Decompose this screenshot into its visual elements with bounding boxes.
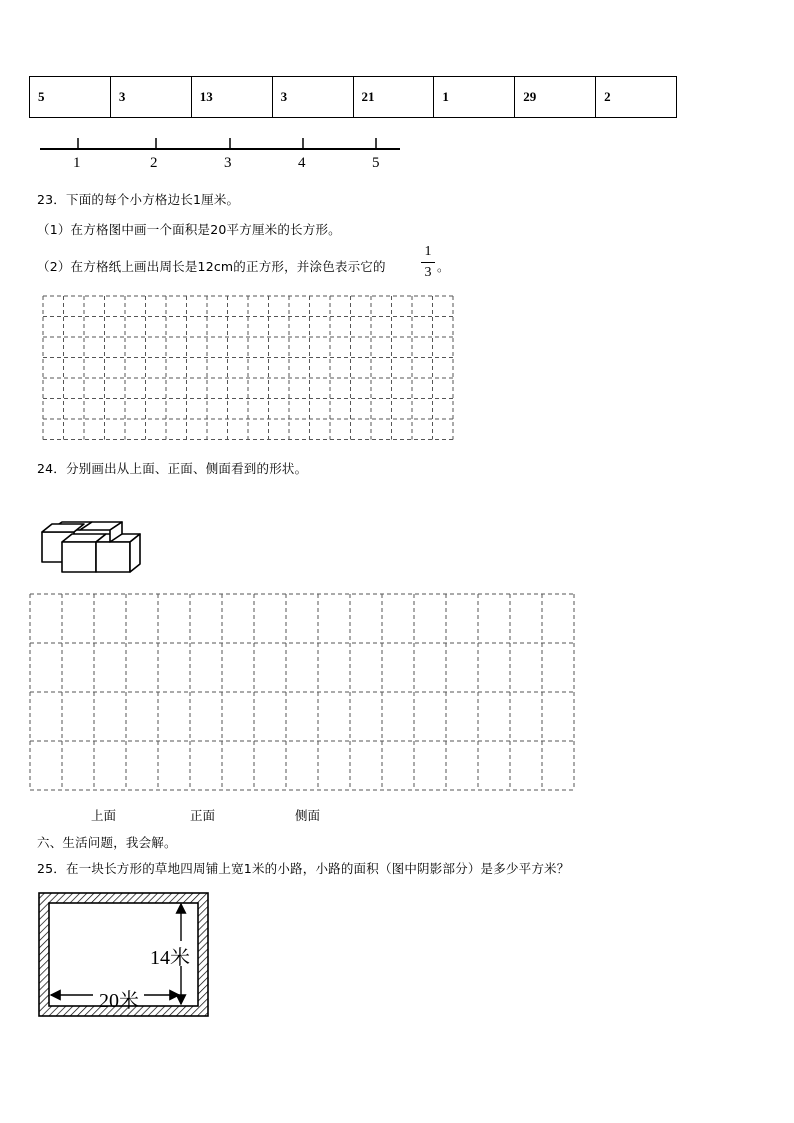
fraction-bar bbox=[421, 262, 435, 263]
number-line-label: 5 bbox=[372, 155, 380, 171]
q23-part2-suffix: 。 bbox=[437, 259, 450, 274]
number-line-label: 3 bbox=[224, 155, 232, 171]
table-cell: 1 bbox=[434, 77, 515, 118]
number-line-label: 4 bbox=[298, 155, 306, 171]
section-6-title: 六、生活问题，我会解。 bbox=[37, 835, 177, 850]
q23-part2 bbox=[37, 257, 386, 275]
fraction-denominator: 3 bbox=[424, 265, 432, 280]
view-label-front: 正面 bbox=[190, 808, 216, 823]
sequence-table bbox=[29, 76, 677, 118]
fraction-numerator: 1 bbox=[424, 244, 432, 259]
table-cell: 3 bbox=[110, 77, 191, 118]
q25-title: 25．在一块长方形的草地四周铺上宽1米的小路，小路的面积（图中阴影部分）是多少平方米？ bbox=[37, 861, 570, 876]
q24-grid bbox=[29, 593, 575, 793]
q23-part1: （1）在方格图中画一个面积是20平方厘米的长方形。 bbox=[37, 222, 341, 237]
view-label-side: 侧面 bbox=[295, 808, 321, 823]
view-label-top: 上面 bbox=[91, 808, 117, 823]
table-cell: 13 bbox=[191, 77, 272, 118]
q23-part2-text: （2）在方格纸上画出周长是12cm的正方形，并涂色表示它的 bbox=[37, 259, 386, 274]
table-cell: 3 bbox=[272, 77, 353, 118]
q23-grid bbox=[42, 294, 456, 442]
cube-figure bbox=[40, 520, 144, 576]
number-line bbox=[38, 136, 404, 156]
table-cell: 21 bbox=[353, 77, 434, 118]
width-label: 20米 bbox=[99, 990, 139, 1012]
table-cell: 29 bbox=[515, 77, 596, 118]
q24-title: 24．分别画出从上面、正面、侧面看到的形状。 bbox=[37, 461, 308, 476]
table-cell: 2 bbox=[596, 77, 677, 118]
table-cell: 5 bbox=[30, 77, 111, 118]
number-line-label: 1 bbox=[73, 155, 81, 171]
table-row bbox=[30, 77, 677, 118]
number-line-label: 2 bbox=[150, 155, 158, 171]
height-label: 14米 bbox=[150, 947, 190, 969]
q23-title: 23．下面的每个小方格边长1厘米。 bbox=[37, 192, 240, 207]
